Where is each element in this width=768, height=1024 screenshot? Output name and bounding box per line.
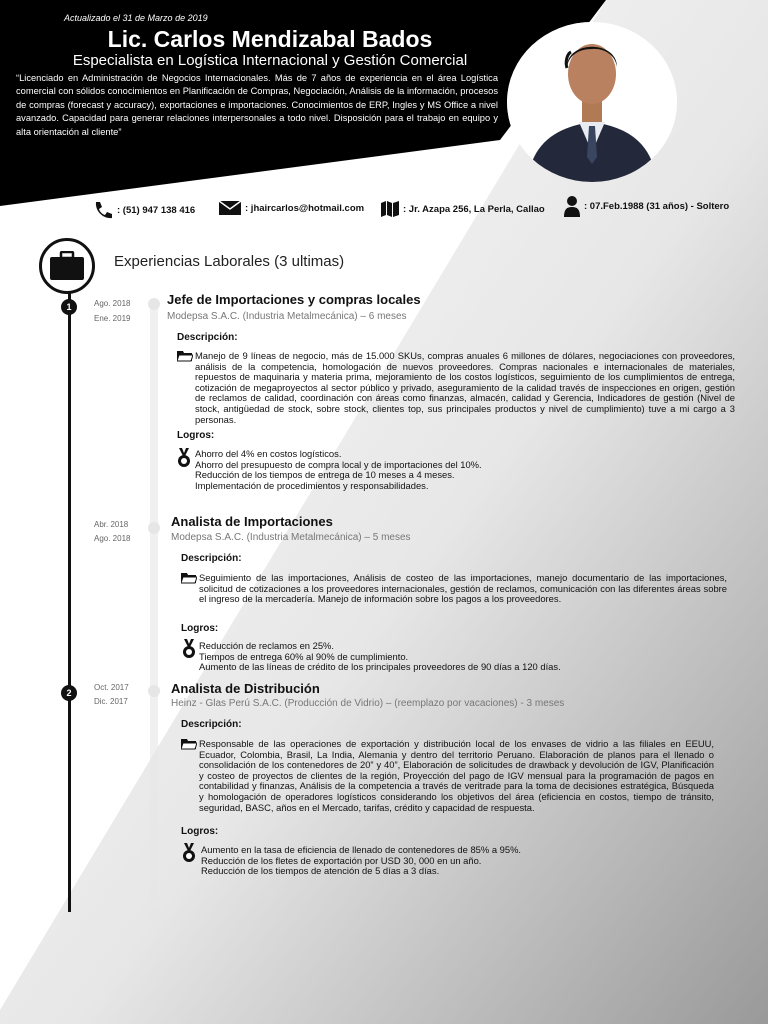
job-date-end: Ene. 2019 <box>94 314 131 323</box>
timeline-badge: 2 <box>61 685 77 701</box>
contact-birth <box>563 195 729 217</box>
home-address: : Jr. Azapa 256, La Perla, Callao <box>403 203 545 215</box>
phone-number: : (51) 947 138 416 <box>117 204 196 216</box>
medal-icon <box>182 639 196 659</box>
profile-photo <box>507 22 677 182</box>
achievements-label: Logros: <box>181 826 219 837</box>
updated-date: Actualizado el 31 de Marzo de 2019 <box>64 13 208 23</box>
folder-icon <box>181 572 197 584</box>
job-company: Modepsa S.A.C. (Industria Metalmecánica) – 5 meses <box>171 532 411 543</box>
achievements-list <box>201 845 521 877</box>
achievement-item: Reducción de los fletes de exportación por USD 30, 000 en un año. <box>201 854 482 866</box>
timeline-ghost-dot <box>148 685 160 697</box>
timeline-ghost-dot <box>148 908 160 920</box>
envelope-icon <box>218 200 242 216</box>
folder-icon <box>181 738 197 750</box>
job-date-end: Ago. 2018 <box>94 534 131 543</box>
section-title: Experiencias Laborales (3 ultimas) <box>114 253 345 270</box>
achievement-item: Reducción de los tiempos de atención de 5 días a 3 días. <box>201 865 440 877</box>
job-date-end: Dic. 2017 <box>94 697 128 706</box>
achievement-item: Implementación de procedimientos y responsabilidades. <box>195 479 429 491</box>
phone-icon <box>92 200 114 220</box>
email-address: : jhaircarlos@hotmail.com <box>245 202 365 214</box>
section-icon-circle <box>39 238 95 294</box>
achievement-item: Tiempos de entrega 60% al 90% de cumplimiento. <box>199 650 409 662</box>
timeline-line <box>68 290 71 912</box>
medal-icon <box>177 448 191 468</box>
medal-icon <box>182 843 196 863</box>
contact-phone <box>92 200 195 220</box>
job-title: Jefe de Importaciones y compras locales <box>167 292 421 307</box>
timeline-badge: 1 <box>61 299 77 315</box>
achievements-label: Logros: <box>181 623 219 634</box>
timeline-ghost-dot <box>148 298 160 310</box>
job-description: Manejo de 9 líneas de negocio, más de 15.000 SKUs, compras anuales 6 millones de dólares, negociaciones con proveedores, análisis de la competencia, homologación de nuevos proveedores. Compras nacionales e internacionales de materiales, repuestos de maquinaria y materia prima, mejoramiento de los costos logísticos, seguimiento de los cumplimientos de entrega, cotización de megaproyectos al sector público y privado, aseguramiento de la calidad través de inspecciones en origen, gestión de reclamos de calidad, coordinación con áreas como finanzas, almacén, calidad y Gerencia, Indicadores de gestión (Nivel de stock, antigüedad de stock, sobre stock, clientes top, sus principales productos y nivel de cumplimiento) tuve a mi cargo a 3 personas. <box>195 350 735 425</box>
job-description: Seguimiento de las importaciones, Análisis de costeo de las importaciones, manejo documentario de las importaciones, solicitud de cotizaciones a los proveedores internacionales, gestión de reclamos, comunicación con las diferentes áreas sobre el ingreso de la mercadería. Manejo de información sobre los pagos a los proveedores. <box>199 572 727 605</box>
job-date-start: Oct. 2017 <box>94 683 129 692</box>
person-portrait-icon <box>507 22 677 182</box>
job-title: Analista de Importaciones <box>171 514 333 529</box>
achievement-item: Ahorro del presupuesto de compra local y de importaciones del 10%. <box>195 458 482 470</box>
timeline-ghost-line <box>150 300 158 900</box>
achievement-item: Aumento en la tasa de eficiencia de llenado de contenedores de 85% a 95%. <box>201 844 522 855</box>
achievement-item: Aumento de las líneas de crédito de los principales proveedores de 90 días a 120 días. <box>199 661 561 673</box>
achievement-item: Ahorro del 4% en costos logísticos. <box>195 448 342 459</box>
job-company: Modepsa S.A.C. (Industria Metalmecánica) – 6 meses <box>167 311 407 322</box>
job-date-start: Ago. 2018 <box>94 299 131 308</box>
achievements-label: Logros: <box>177 430 215 441</box>
person-icon <box>563 195 581 217</box>
description-label: Descripción: <box>181 553 242 564</box>
map-icon <box>380 200 400 218</box>
achievements-list <box>199 641 561 673</box>
job-company: Heinz - Glas Perú S.A.C. (Producción de Vidrio) – (reemplazo por vacaciones) - 3 meses <box>171 698 565 709</box>
job-date-start: Abr. 2018 <box>94 520 129 529</box>
description-label: Descripción: <box>181 719 242 730</box>
job-description: Responsable de las operaciones de exportación y distribución local de los envases de vidrio a las filiales en EEUU, Ecuador, Colombia, Brasil, La India, Alemania y dentro del territorio Peruano. Elaboración de planos para el llenado o consolidación de los contenedores de 20” y 40”, Elaboración de solicitudes de drawback y devolución de IGV, Planificación y costeo de proyectos de clientes de la región, Proyección del pago de IGV mensual para la programación de pagos en contabilidad y finanzas, Análisis de la competencia a través de veritrade para la toma de decisiones estratégica, Búsqueda y homologación de operadores logísticos considerando los objetivos del área (eficiencia en costos, tiempo de tránsito, seguridad, BASC, años en el Mercado, tarifas, crédito y capacidad de respuesta. <box>199 738 714 813</box>
timeline-ghost-dot <box>148 522 160 534</box>
contact-address <box>380 200 545 218</box>
briefcase-icon <box>49 251 85 281</box>
description-label: Descripción: <box>177 332 238 343</box>
candidate-subtitle: Especialista en Logística Internacional y Gestión Comercial <box>72 52 468 69</box>
achievement-item: Reducción de reclamos en 25%. <box>199 640 334 651</box>
folder-icon <box>177 350 193 362</box>
achievement-item: Reducción de los tiempos de entrega de 10 meses a 4 meses. <box>195 469 455 481</box>
candidate-name: Lic. Carlos Mendizabal Bados <box>107 26 433 52</box>
job-title: Analista de Distribución <box>171 681 320 696</box>
contact-email <box>218 200 364 216</box>
birth-info: : 07.Feb.1988 (31 años) - Soltero <box>584 200 730 212</box>
achievements-list <box>195 449 482 491</box>
profile-summary: “Licenciado en Administración de Negocios Internacionales. Más de 7 años de experiencia en el área Logística comercial con sólidos conocimientos en Planificación de Compras, Negociación, Análisis de la información, procesos de compras (forecast y accuracy), exportaciones e importaciones. Conocimientos de ERP, Ingles y MS Office a nivel avanzado. Capacidad para generar relaciones interpersonales a todo nivel. Disposición para el trabajo en equipo y alta orientación al cliente” <box>16 73 498 137</box>
